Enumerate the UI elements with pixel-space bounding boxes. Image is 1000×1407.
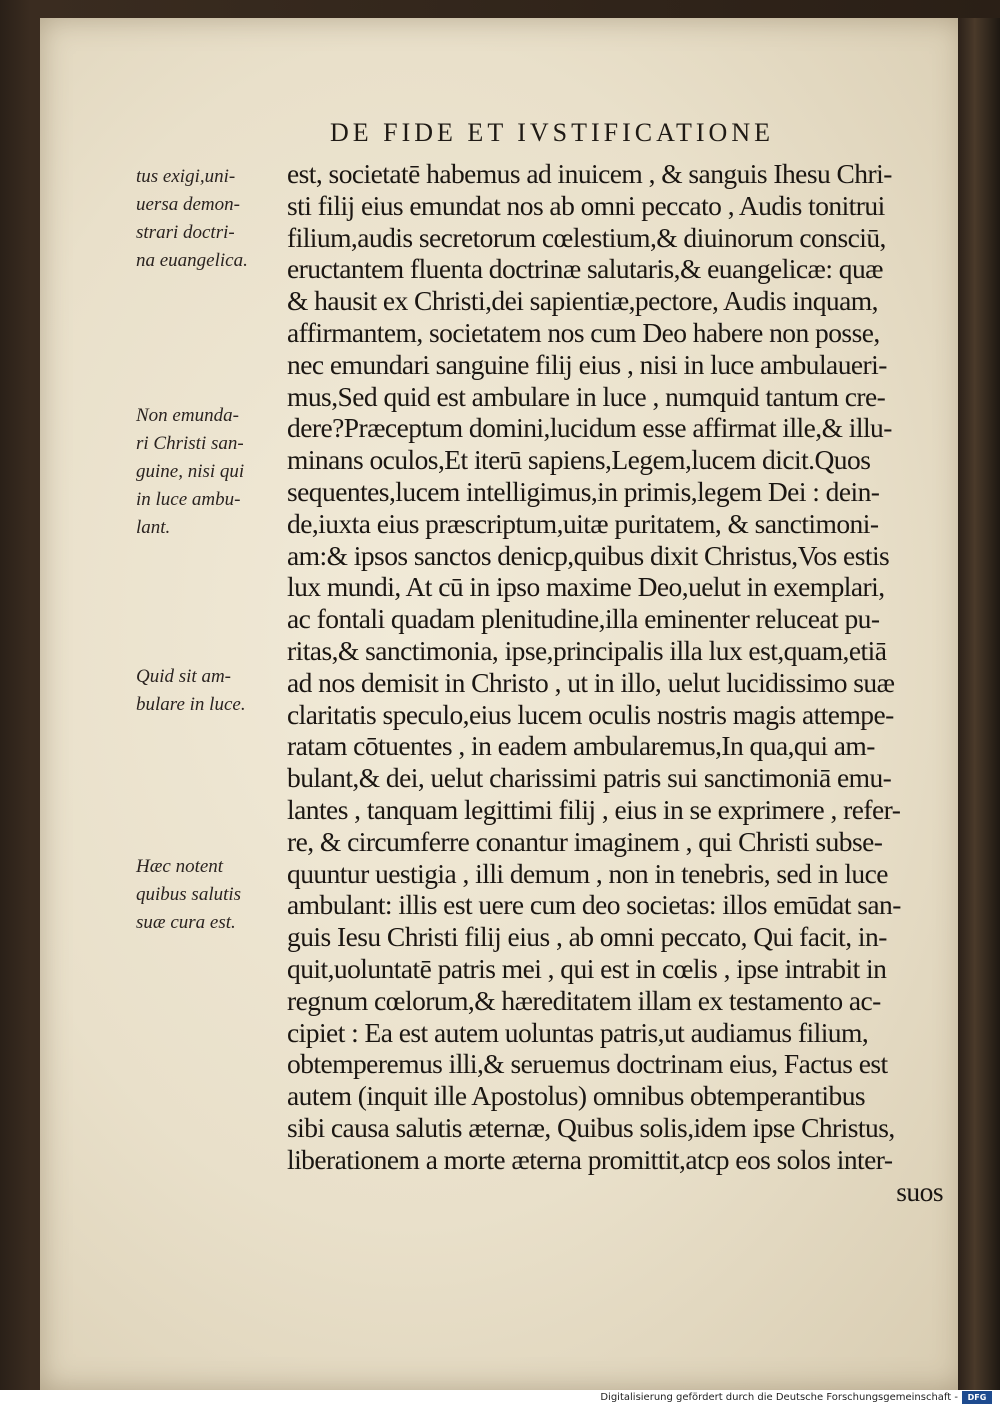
text-line: am:& ipsos sanctos denicp,quibus dixit Christus,Vos estis [287, 539, 890, 571]
text-line: affirmantem, societatem nos cum Deo habere non posse, [287, 316, 880, 348]
text-line: bulant,& dei, uelut charissimi patris sui sanctimoniā emu- [287, 762, 892, 794]
margin-note-1 [136, 163, 284, 275]
text-line: sti filij eius emundat nos ab omni peccato , Audis tonitrui [287, 189, 885, 221]
text-line: guis Iesu Christi filij eius , ab omni peccato, Qui facit, in- [287, 921, 887, 953]
text-line: est, societatē habemus ad inuicem , & sanguis Ihesu Chri- [287, 158, 892, 189]
margin-note-line: Quid sit am- [136, 666, 231, 687]
text-line: sequentes,lucem intelligimus,in primis,legem Dei : dein- [287, 475, 880, 507]
page-gutter-shadow [958, 18, 1000, 1390]
footer-credit: Digitalisierung gefördert durch die Deutsche Forschungsgemeinschaft - [600, 1392, 958, 1403]
margin-note-2 [136, 402, 284, 542]
text-line: quuntur uestigia , illi demum , non in tenebris, sed in luce [287, 857, 888, 889]
text-line: filium,audis secretorum cœlestium,& diuinorum consciū, [287, 221, 886, 253]
text-line: ritas,& sanctimonia, ipse,principalis illa lux est,quam,etiā [287, 634, 887, 666]
text-line: lux mundi, At cū in ipso maxime Deo,uelut in exemplari, [287, 571, 885, 603]
text-line: nec emundari sanguine filij eius , nisi in luce ambulaueri- [287, 348, 887, 380]
main-text-block [287, 158, 957, 1207]
text-line: dere?Præceptum domini,lucidum esse affirmat ille,& illu- [287, 412, 892, 444]
running-head: DE FIDE ET IVSTIFICATIONE [330, 118, 774, 147]
text-line: lantes , tanquam legittimi filij , eius in se exprimere , refer- [287, 793, 901, 825]
text-line: regnum cœlorum,& hæreditatem illam ex testamento ac- [287, 984, 881, 1016]
margin-note-line: lant. [136, 517, 171, 538]
margin-note-4 [136, 853, 284, 937]
margin-note-line: na euangelica. [136, 250, 248, 271]
margin-note-line: uersa demon- [136, 194, 240, 215]
text-line: ac fontali quadam plenitudine,illa eminenter reluceat pu- [287, 603, 880, 635]
text-line: autem (inquit ille Apostolus) omnibus obtemperantibus [287, 1080, 866, 1112]
margin-note-line: quibus salutis [136, 884, 242, 905]
margin-note-line: strari doctri- [136, 222, 235, 243]
text-line: re, & circumferre conantur imaginem , qui Christi subse- [287, 825, 883, 857]
text-line: minans oculos,Et iterū sapiens,Legem,lucem dicit.Quos [287, 444, 871, 476]
text-line: ambulant: illis est uere cum deo societas: illos emūdat san- [287, 889, 901, 921]
dfg-logo: DFG [962, 1391, 992, 1404]
margin-note-line: tus exigi,uni- [136, 166, 236, 187]
text-line: sibi causa salutis æternæ, Quibus solis,idem ipse Christus, [287, 1111, 895, 1143]
text-line: claritatis speculo,eius lucem oculis nostris magis attempe- [287, 698, 894, 730]
margin-note-line: Non emunda- [136, 405, 239, 426]
margin-note-line: Hæc notent [136, 856, 224, 877]
text-line: & hausit ex Christi,dei sapientiæ,pectore, Audis inquam, [287, 285, 878, 317]
text-line: ad nos demisit in Christo , ut in illo, uelut lucidissimo suæ [287, 666, 895, 698]
margin-note-line: in luce ambu- [136, 489, 241, 510]
text-line: quit,uoluntatē patris mei , qui est in cœlis , ipse intrabit in [287, 952, 887, 984]
margin-note-line: ri Christi san- [136, 433, 244, 454]
margin-note-line: suæ cura est. [136, 912, 236, 933]
text-line: obtemperemus illi,& seruemus doctrinam eius, Factus est [287, 1048, 888, 1080]
catchword: suos [896, 1175, 943, 1207]
margin-note-line: bulare in luce. [136, 694, 246, 715]
text-line: cipiet : Ea est autem uoluntas patris,ut audiamus filium, [287, 1016, 869, 1048]
text-line: mus,Sed quid est ambulare in luce , numquid tantum cre- [287, 380, 886, 412]
margin-note-line: guine, nisi qui [136, 461, 245, 482]
text-line: de,iuxta eius præscriptum,uitæ puritatem, & sanctimoni- [287, 507, 879, 539]
text-line: ratam cōtuentes , in eadem ambularemus,In qua,qui am- [287, 730, 875, 762]
text-line: eructantem fluenta doctrinæ salutaris,& euangelicæ: quæ [287, 253, 883, 285]
margin-note-3 [136, 663, 284, 719]
text-line: liberationem a morte æterna promittit,atcp eos solos inter- [287, 1143, 893, 1175]
